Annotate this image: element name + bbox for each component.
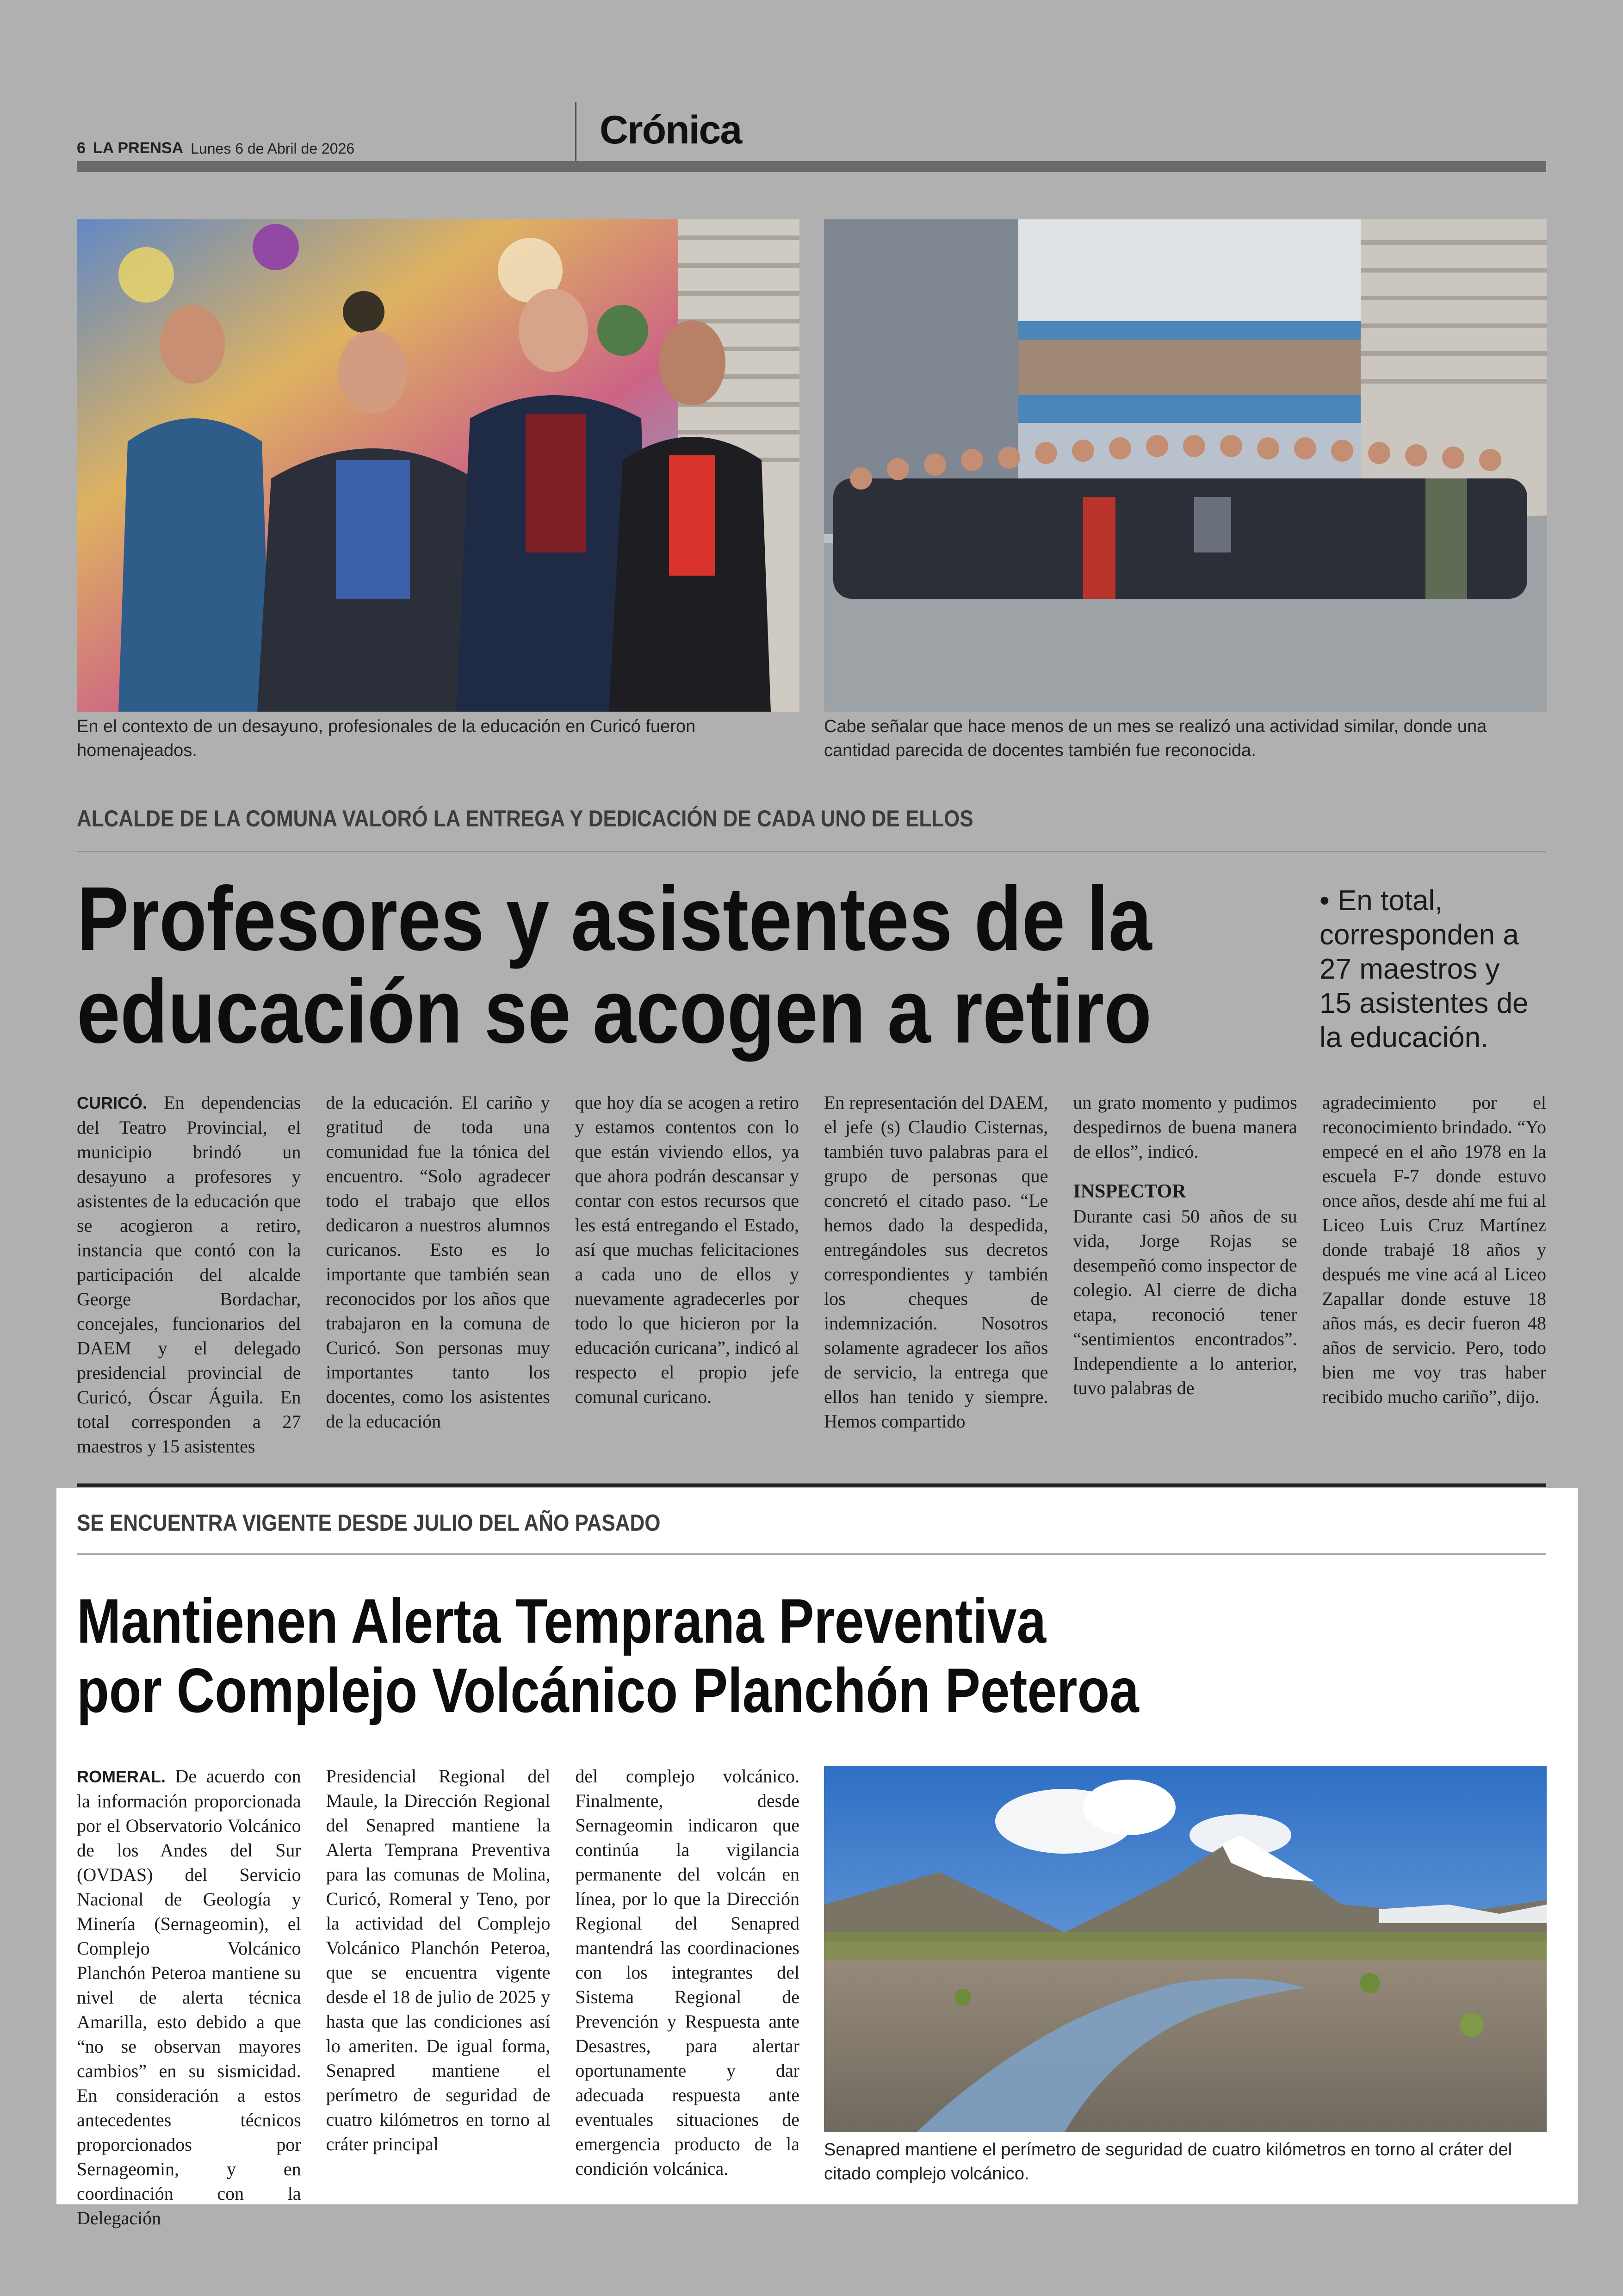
- article2-kicker-rule: [77, 1553, 1546, 1555]
- article1-body: [77, 1090, 1546, 1458]
- page-header-info: [77, 130, 354, 157]
- article1-subheading: INSPECTOR: [1073, 1181, 1186, 1202]
- article1-col-1-text: En dependencias del Teatro Provincial, el municipio brindó un desayuno a profesores y asistentes de la educación que se acogieron a retiro, instancia que contó con la participación del alcalde George Bordachar, concejales, funcionarios del DAEM y el delegado presidencial provincial de Curicó, Óscar Águila. En total corresponden a 27 maestros y 15 asistentes: [77, 1092, 301, 1457]
- article1-col-1: [77, 1090, 301, 1458]
- header-divider: [575, 102, 576, 161]
- section-title: Crónica: [600, 108, 742, 152]
- article1-col-5-text-b: Durante casi 50 años de su vida, Jorge Rojas se desempeñó como inspector de colegio. Al cierre de dicha etapa, reconoció tener “sentimientos encontrados”. Independiente a lo anterior, tuvo palabras de: [1073, 1206, 1297, 1398]
- article2-headline-line1: Mantienen Alerta Temprana Preventiva: [77, 1586, 1047, 1656]
- article1-kicker-rule: [77, 851, 1546, 852]
- article1-col-2: de la educación. El cariño y gratitud de toda una comunidad fue la tónica del encuentro. “Solo agradecer todo el trabajo que ellos dedicaron a nuestros alumnos curicanos. Esto es lo importante que también sean reconocidos por los años que trabajaron en la comuna de Curicó. Son personas muy importantes tanto los docentes, como los asistentes de la educación: [326, 1092, 550, 1432]
- photo-volcano-landscape: [824, 1766, 1547, 2132]
- article1-kicker: ALCALDE DE LA COMUNA VALORÓ LA ENTREGA Y DEDICACIÓN DE CADA UNO DE ELLOS: [77, 806, 973, 832]
- volcano-photo-caption: Senapred mantiene el perímetro de seguridad de cuatro kilómetros en torno al cráter del citado complejo volcánico.: [824, 2140, 1512, 2184]
- article2-col-3: del complejo volcánico. Finalmente, desde Sernageomin indicaron que continúa la vigilancia permanente del volcán en línea, por lo que la Dirección Regional del Senapred mantendrá las coordinaciones con los integrantes del Sistema Regional de Prevención y Respuesta ante Desastres, para alertar oportunamente y dar adecuada respuesta ante eventuales situaciones de emergencia producto de la condición volcánica.: [575, 1766, 799, 2179]
- article1-col-3: que hoy día se acogen a retiro y estamos contentos con lo que están viviendo ellos, ya que ahora podrán descansar y contar con estos recursos que les está entregando el Estado, así que muchas felicitaciones a cada uno de ellos y nuevamente agradecerles por todo lo que hicieron por la educación curicana”, indicó al respecto el propio jefe comunal curicano.: [575, 1092, 799, 1407]
- article2-col-2: Presidencial Regional del Maule, la Dirección Regional del Senapred mantiene la Alerta Temprana Preventiva para las comunas de Molina, Curicó, Romeral y Teno, por la actividad del Complejo Volcánico Planchón Peteroa, que se encuentra vigente desde el 18 de julio de 2025 y hasta que las condiciones así lo ameriten. De igual forma, Senapred mantiene el perímetro de seguridad de cuatro kilómetros en torno al cráter principal: [326, 1766, 551, 2154]
- article2-kicker: SE ENCUENTRA VIGENTE DESDE JULIO DEL AÑO PASADO: [77, 1510, 661, 1536]
- article1-headline-line1: Profesores y asistentes de la: [77, 868, 1152, 969]
- photo-left-caption: En el contexto de un desayuno, profesionales de la educación en Curicó fueron homenajeados.: [77, 717, 696, 760]
- article2-dateline: ROMERAL.: [77, 1767, 166, 1786]
- article2-headline-line2: por Complejo Volcánico Planchón Peteroa: [77, 1655, 1139, 1725]
- publication-name: LA PRENSA: [93, 139, 184, 157]
- page-number: 6: [77, 139, 86, 157]
- photo-group-illustration: [824, 219, 1547, 712]
- article1-col-4: En representación del DAEM, el jefe (s) Claudio Cisternas, también tuvo palabras para el grupo de personas que concretó el citado paso. “Le hemos dado la despedida, entregándoles sus decretos correspondientes y también los cheques de indemnización. Nosotros solamente agradecer los años de servicio, la entrega que ellos han tenido y siempre. Hemos compartido: [824, 1092, 1048, 1432]
- header-rule: [77, 161, 1546, 172]
- article1-headline-line2: educación se acogen a retiro: [77, 961, 1152, 1062]
- article1-col-5-text-a: un grato momento y pudimos despedirnos de buena manera de ellos”, indicó.: [1073, 1092, 1297, 1162]
- photo-volcano-illustration: [824, 1766, 1547, 2132]
- article2-col-1-text: De acuerdo con la información proporcionada por el Observatorio Volcánico de los Andes del Sur (OVDAS) del Servicio Nacional de Geología y Minería (Sernageomin), el Complejo Volcánico Planchón Peteroa mantiene su nivel de alerta técnica Amarilla, esto debido a que “no se observan mayores cambios” en su sismicidad. En consideración a estos antecedentes técnicos proporcionados por Sernageomin, y en coordinación con la Delegación: [77, 1766, 301, 2228]
- photo-honorees-illustration: [77, 219, 799, 712]
- photo-group-teachers: [824, 219, 1547, 712]
- article1-dateline: CURICÓ.: [77, 1093, 147, 1112]
- article1-col-5: [1073, 1090, 1297, 1458]
- article1-sidebar-highlight: • En total, corresponden a 27 maestros y 15 asistentes de la educación.: [1319, 885, 1529, 1054]
- article2-body: [77, 1764, 799, 2230]
- article-separator: [77, 1483, 1546, 1487]
- photo-right-caption: Cabe señalar que hace menos de un mes se realizó una actividad similar, donde una cantidad parecida de docentes también fue reconocida.: [824, 717, 1487, 760]
- article2-col-1: [77, 1764, 301, 2230]
- photo-honorees-group: [77, 219, 799, 712]
- article1-col-6: agradecimiento por el reconocimiento brindado. “Yo empecé en el año 1978 en la escuela F-7 donde estuvo once años, desde ahí me fui al Liceo Luis Cruz Martínez donde trabajé 18 años y después me vine acá al Liceo Zapallar donde estuve 18 años más, es decir fueron 48 años de servicio. Pero, todo bien me voy tras haber recibido mucho cariño”, dijo.: [1322, 1092, 1546, 1407]
- publication-date: Lunes 6 de Abril de 2026: [191, 140, 355, 157]
